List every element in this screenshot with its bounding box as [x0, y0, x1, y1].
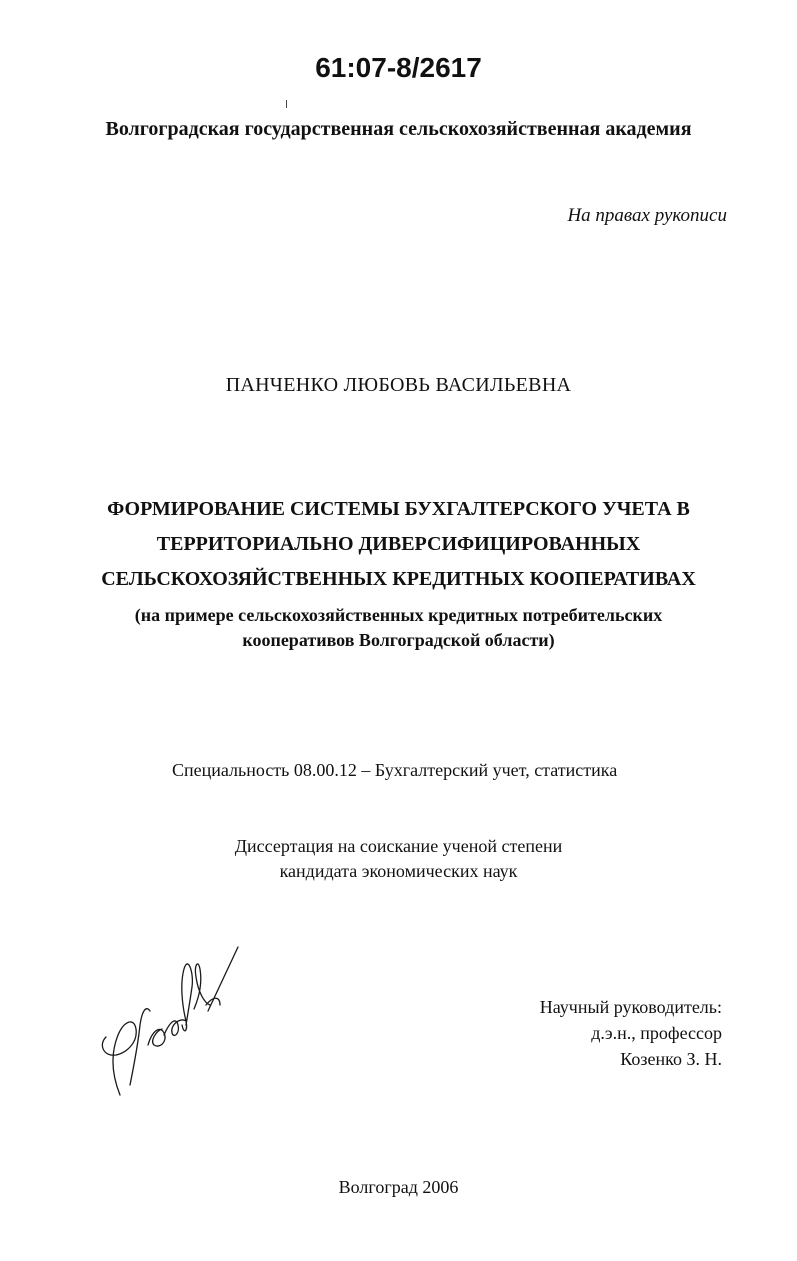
title-line: ФОРМИРОВАНИЕ СИСТЕМЫ БУХГАЛТЕРСКОГО УЧЕТА В [107, 498, 690, 520]
author-name: ПАНЧЕНКО ЛЮБОВЬ ВАСИЛЬЕВНА [225, 374, 572, 396]
handwritten-signature [90, 925, 250, 1105]
scan-mark [286, 100, 287, 108]
dissertation-subtitle [0, 603, 797, 653]
advisor-name: Козенко З. Н. [620, 1049, 722, 1069]
title-line: ТЕРРИТОРИАЛЬНО ДИВЕРСИФИЦИРОВАННЫХ [156, 533, 641, 555]
subtitle-line: кооперативов Волгоградской области) [242, 630, 555, 650]
specialty: Специальность 08.00.12 – Бухгалтерский учет, статистика [172, 760, 618, 780]
rights-note: На правах рукописи [567, 205, 727, 226]
advisor-label: Научный руководитель: [539, 997, 722, 1017]
degree-statement [0, 834, 797, 884]
degree-line: кандидата экономических наук [279, 861, 518, 881]
document-code: 61:07-8/2617 [315, 52, 482, 83]
advisor-degree: д.э.н., профессор [591, 1023, 722, 1043]
institution-name: Волгоградская государственная сельскохозяйственная академия [105, 118, 692, 140]
scientific-advisor [500, 994, 722, 1072]
title-line: СЕЛЬСКОХОЗЯЙСТВЕННЫХ КРЕДИТНЫХ КООПЕРАТИВАХ [101, 568, 696, 590]
subtitle-line: (на примере сельскохозяйственных кредитных потребительских [134, 605, 663, 625]
dissertation-title [0, 492, 797, 597]
degree-line: Диссертация на соискание ученой степени [234, 836, 563, 856]
city-year: Волгоград 2006 [338, 1177, 459, 1197]
